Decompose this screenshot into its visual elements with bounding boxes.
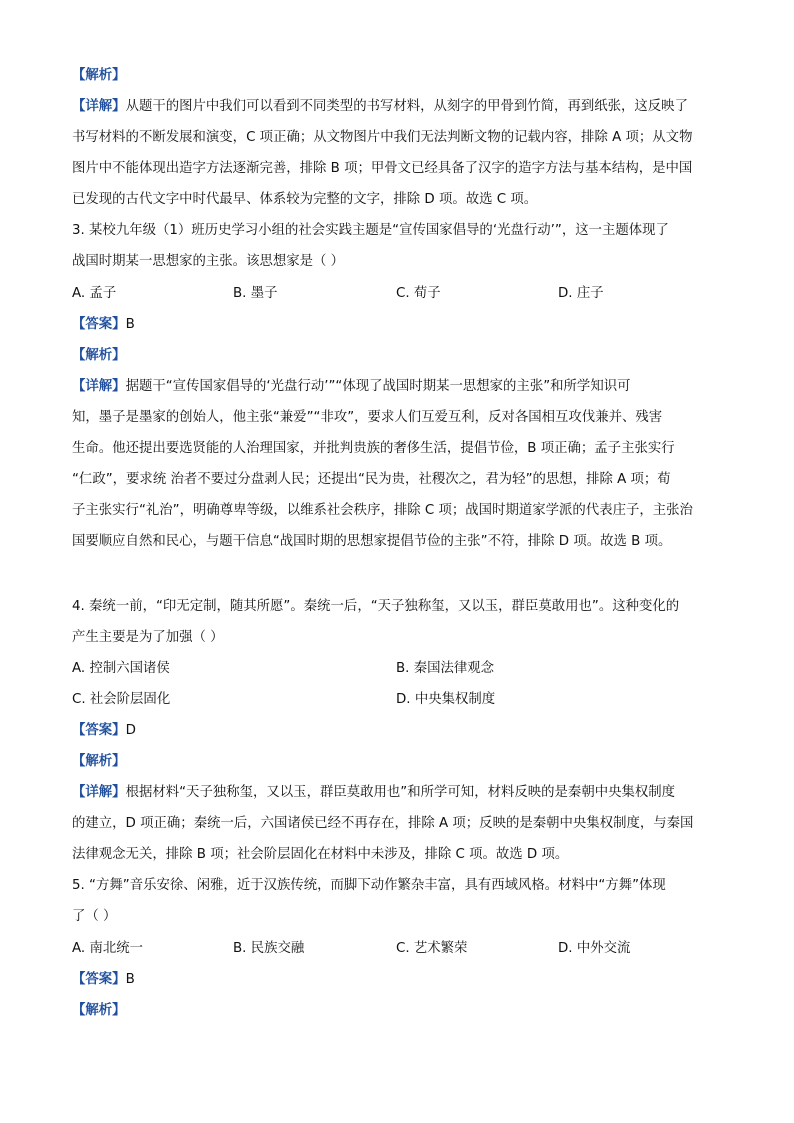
option-b: B. 民族交融 [233, 941, 305, 956]
option-a: A. 南北统一 [72, 941, 143, 956]
analysis-tag: 【解析】 [72, 1003, 126, 1018]
detail-line: 已发现的古代文字中时代最早、体系较为完整的文字，排除 D 项。故选 C 项。 [72, 192, 538, 207]
analysis-tag: 【解析】 [72, 68, 126, 83]
detail-line: 【详解】从题干的图片中我们可以看到不同类型的书写材料，从刻字的甲骨到竹简，再到纸张，这反映了 [72, 99, 688, 114]
answer-line [72, 315, 722, 335]
option-c: C. 社会阶层固化 [72, 692, 171, 707]
answer-tag: 【答案】 [72, 972, 126, 987]
question-stem: 4. 秦统一前，“印无定制，随其所愿”。秦统一后，“天子独称玺，又以玉，群臣莫敢用也”。这种变化的 [72, 599, 680, 614]
detail-line: 【详解】据题干“宣传国家倡导的‘光盘行动’”“体现了战国时期某一思想家的主张”和所学知识可 [72, 379, 631, 394]
answer-tag: 【答案】 [72, 723, 126, 738]
detail-line: 书写材料的不断发展和演变，C 项正确；从文物图片中我们无法判断文物的记载内容，排除 A 项；从文物 [72, 130, 693, 145]
question-stem: 了（ ） [72, 909, 117, 924]
option-b: B. 墨子 [233, 286, 278, 301]
option-d: D. 中央集权制度 [396, 692, 496, 707]
answer-line [72, 970, 722, 990]
answer-value: B [125, 317, 135, 332]
detail-line: 子主张实行“礼治”，明确尊卑等级，以维系社会秩序，排除 C 项；战国时期道家学派的代表庄子，主张治 [72, 503, 693, 518]
detail-line: 图片中不能体现出造字方法逐渐完善，排除 B 项；甲骨文已经具备了汉字的造字方法与基本结构，是中国 [72, 161, 693, 176]
detail-line: 的建立，D 项正确；秦统一后，六国诸侯已经不再存在，排除 A 项；反映的是秦朝中央集权制度，与秦国 [72, 816, 694, 831]
analysis-tag: 【解析】 [72, 754, 126, 769]
analysis-tag: 【解析】 [72, 348, 126, 363]
question-stem: 战国时期某一思想家的主张。该思想家是（ ） [72, 254, 345, 269]
question-stem: 5. “方舞”音乐安徐、闲雅，近于汉族传统，而脚下动作繁杂丰富，具有西域风格。材料中“方舞”体现 [72, 878, 666, 893]
detail-line: 法律观念无关，排除 B 项；社会阶层固化在材料中未涉及，排除 C 项。故选 D 项。 [72, 847, 569, 862]
option-c: C. 荀子 [396, 286, 441, 301]
answer-value: B [125, 972, 135, 987]
detail-tag: 【详解】 [72, 785, 126, 800]
detail-line: 知，墨子是墨家的创始人，他主张“兼爱”“非攻”，要求人们互爱互利，反对各国相互攻伐兼并、残害 [72, 410, 663, 425]
detail-line: 【详解】根据材料“天子独称玺，又以玉，群臣莫敢用也”和所学可知，材料反映的是秦朝中央集权制度 [72, 785, 676, 800]
question-stem: 产生主要是为了加强（ ） [72, 630, 224, 645]
detail-line: 生命。他还提出要选贤能的人治理国家，并批判贵族的奢侈生活，提倡节俭，B 项正确；孟子主张实行 [72, 441, 675, 456]
option-c: C. 艺术繁荣 [396, 941, 468, 956]
option-a: A. 孟子 [72, 286, 117, 301]
question-stem: 3. 某校九年级（1）班历史学习小组的社会实践主题是“宣传国家倡导的‘光盘行动’”，这一主题体现了 [72, 223, 669, 238]
detail-line: “仁政”，要求统 治者不要过分盘剥人民；还提出“民为贵，社稷次之，君为轻”的思想，排除 A 项；荀 [72, 472, 671, 487]
option-a: A. 控制六国诸侯 [72, 661, 170, 676]
option-d: D. 中外交流 [558, 941, 631, 956]
option-b: B. 秦国法律观念 [396, 661, 495, 676]
answer-line [72, 721, 722, 741]
detail-line: 国要顺应自然和民心，与题干信息“战国时期的思想家提倡节俭的主张”不符，排除 D 项。故选 B 项。 [72, 534, 672, 549]
answer-value: D [125, 723, 136, 738]
detail-tag: 【详解】 [72, 379, 126, 394]
answer-tag: 【答案】 [72, 317, 126, 332]
detail-tag: 【详解】 [72, 99, 126, 114]
option-d: D. 庄子 [558, 286, 604, 301]
